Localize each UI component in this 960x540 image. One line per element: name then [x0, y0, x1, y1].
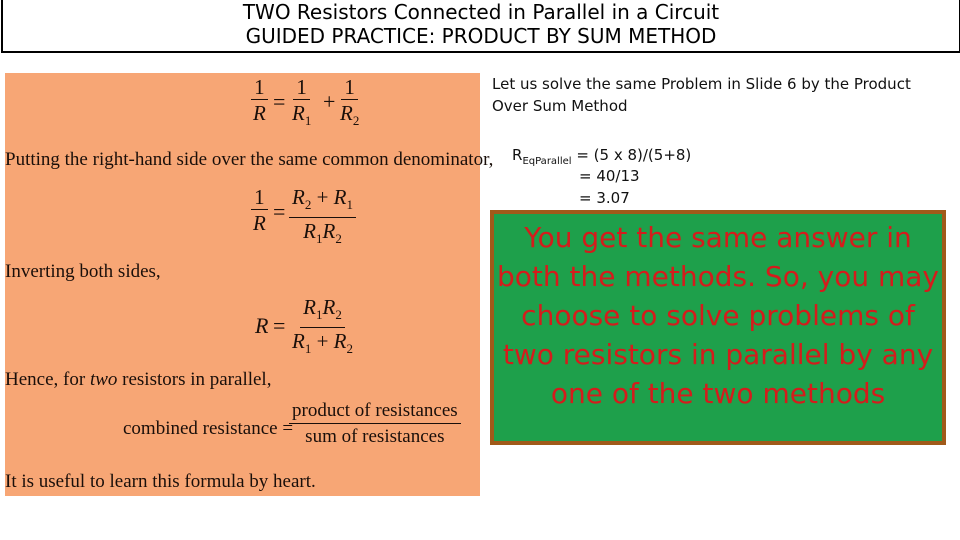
title-line-2: GUIDED PRACTICE: PRODUCT BY SUM METHOD — [245, 24, 717, 48]
formula3-equals: = — [273, 313, 286, 338]
calc-line-1: $R_{EqParallel} = (5$ x 8)/(5+8) — [512, 146, 692, 167]
formula2-rhs: $\frac{R_2 + R_1}{R_1R_2}$ — [289, 185, 356, 252]
formula1-term2: $\frac{1}{R_2}$ — [340, 75, 360, 129]
formula2-lhs: $\frac{1}{R}$ — [253, 185, 266, 235]
slide-title — [1, 0, 960, 53]
hence-text: Hence, for two resistors in parallel, — [5, 369, 272, 390]
conclusion-callout — [490, 210, 946, 445]
formula1-plus: + — [323, 89, 336, 114]
formula1-lhs: $\frac{1}{R}$ — [253, 75, 266, 125]
putting-text: Putting the right-hand side over the same common denominator, — [5, 149, 494, 170]
callout-text: You get the same answer in both the methods. So, you may choose to solve problems of two resistors in parallel by any one of the two methods — [497, 221, 939, 410]
formula4-rhs: product of resistances sum of resistances — [289, 399, 461, 450]
formula3-rhs: $\frac{R_1R_2}{R_1 + R_2}$ — [292, 295, 353, 357]
calc-line-2: = 40/13 — [579, 167, 640, 185]
inverting-text: Inverting both sides, — [5, 261, 161, 282]
formula1-term1: $\frac{1}{R_1}$ — [292, 75, 312, 129]
formula3-lhs: R — [255, 313, 269, 338]
calc-line-3: = 3.07 — [579, 189, 630, 207]
textbook-scan — [5, 73, 494, 496]
combined-resistance-label: combined resistance = — [123, 418, 294, 439]
formula1-equals: = — [273, 89, 286, 114]
title-line-1: TWO Resistors Connected in Parallel in a Circuit — [242, 0, 720, 24]
intro-text: Let us solve the same Problem in Slide 6 by the Product Over Sum Method — [492, 75, 911, 115]
useful-text: It is useful to learn this formula by heart. — [5, 471, 316, 492]
formula2-equals: = — [273, 199, 286, 224]
